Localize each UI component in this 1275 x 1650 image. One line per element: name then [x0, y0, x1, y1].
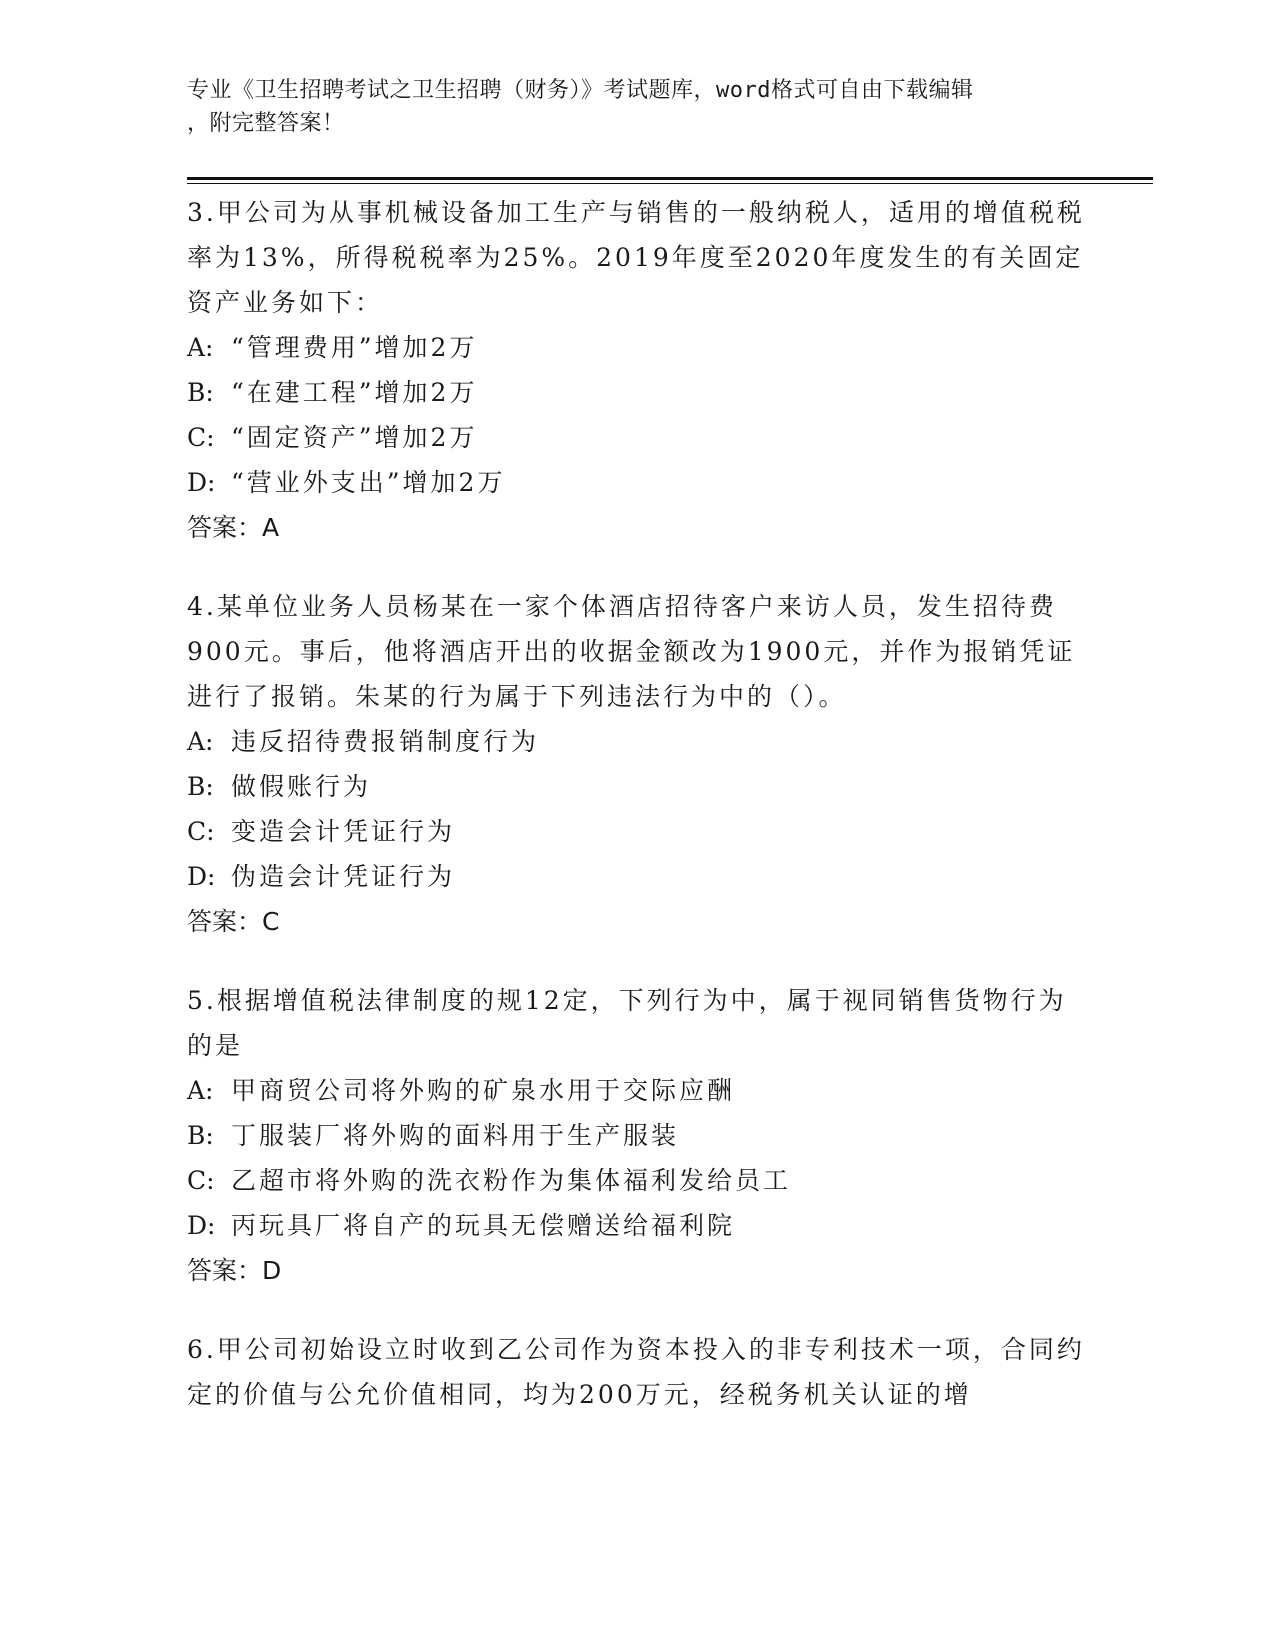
option-d	[187, 854, 1087, 899]
option-text: 做假账行为	[231, 772, 372, 801]
option-d	[187, 460, 1087, 505]
option-text: 违反招待费报销制度行为	[231, 727, 540, 756]
option-a	[187, 719, 1087, 764]
option-key: D:	[187, 862, 216, 891]
option-key: A:	[187, 333, 214, 362]
option-d	[187, 1203, 1087, 1248]
answer-label: 答案：C	[187, 907, 280, 936]
option-b	[187, 370, 1087, 415]
option-text: “管理费用”增加2万	[231, 333, 478, 362]
question-3	[187, 190, 1087, 550]
option-key: D:	[187, 1211, 216, 1240]
question-text: 4.某单位业务人员杨某在一家个体酒店招待客户来访人员，发生招待费900元。事后，他将酒店开出的收据金额改为1900元，并作为报销凭证进行了报销。朱某的行为属于下列违法行为中的（）。	[187, 592, 1076, 711]
header-line-2: ，附完整答案！	[187, 111, 345, 136]
option-text: 乙超市将外购的洗衣粉作为集体福利发给员工	[231, 1166, 792, 1195]
option-a	[187, 1068, 1087, 1113]
question-text: 6.甲公司初始设立时收到乙公司作为资本投入的非专利技术一项，合同约定的价值与公允价值相同，均为200万元，经税务机关认证的增	[187, 1335, 1085, 1409]
option-a	[187, 325, 1087, 370]
question-6	[187, 1327, 1087, 1417]
document-header	[187, 74, 1067, 140]
option-key: C:	[187, 817, 215, 846]
option-text: “固定资产”增加2万	[231, 423, 478, 452]
option-key: C:	[187, 423, 215, 452]
option-key: B:	[187, 378, 214, 407]
option-key: C:	[187, 1166, 215, 1195]
header-divider-thick	[187, 177, 1153, 180]
option-text: 甲商贸公司将外购的矿泉水用于交际应酬	[231, 1076, 736, 1105]
option-key: B:	[187, 772, 214, 801]
question-text: 5.根据增值税法律制度的规12定，下列行为中，属于视同销售货物行为的是	[187, 986, 1067, 1060]
option-b	[187, 764, 1087, 809]
option-key: A:	[187, 727, 214, 756]
option-c	[187, 809, 1087, 854]
option-text: 伪造会计凭证行为	[231, 862, 456, 891]
option-text: “营业外支出”增加2万	[231, 468, 506, 497]
option-key: A:	[187, 1076, 214, 1105]
option-c	[187, 1158, 1087, 1203]
option-text: 变造会计凭证行为	[231, 817, 456, 846]
question-text: 3.甲公司为从事机械设备加工生产与销售的一般纳税人，适用的增值税税率为13%，所得税税率为25%。2019年度至2020年度发生的有关固定资产业务如下：	[187, 198, 1085, 317]
option-c	[187, 415, 1087, 460]
header-divider-thin	[187, 183, 1153, 184]
question-5	[187, 978, 1087, 1293]
option-text: 丙玩具厂将自产的玩具无偿赠送给福利院	[231, 1211, 736, 1240]
header-line-1: 专业《卫生招聘考试之卫生招聘（财务）》考试题库，word格式可自由下载编辑	[187, 78, 974, 103]
question-4	[187, 584, 1087, 944]
answer-label: 答案：A	[187, 513, 280, 542]
option-key: B:	[187, 1121, 214, 1150]
answer-label: 答案：D	[187, 1256, 282, 1285]
option-text: 丁服装厂将外购的面料用于生产服装	[231, 1121, 680, 1150]
option-text: “在建工程”增加2万	[231, 378, 478, 407]
option-key: D:	[187, 468, 216, 497]
option-b	[187, 1113, 1087, 1158]
question-list	[187, 190, 1087, 1451]
